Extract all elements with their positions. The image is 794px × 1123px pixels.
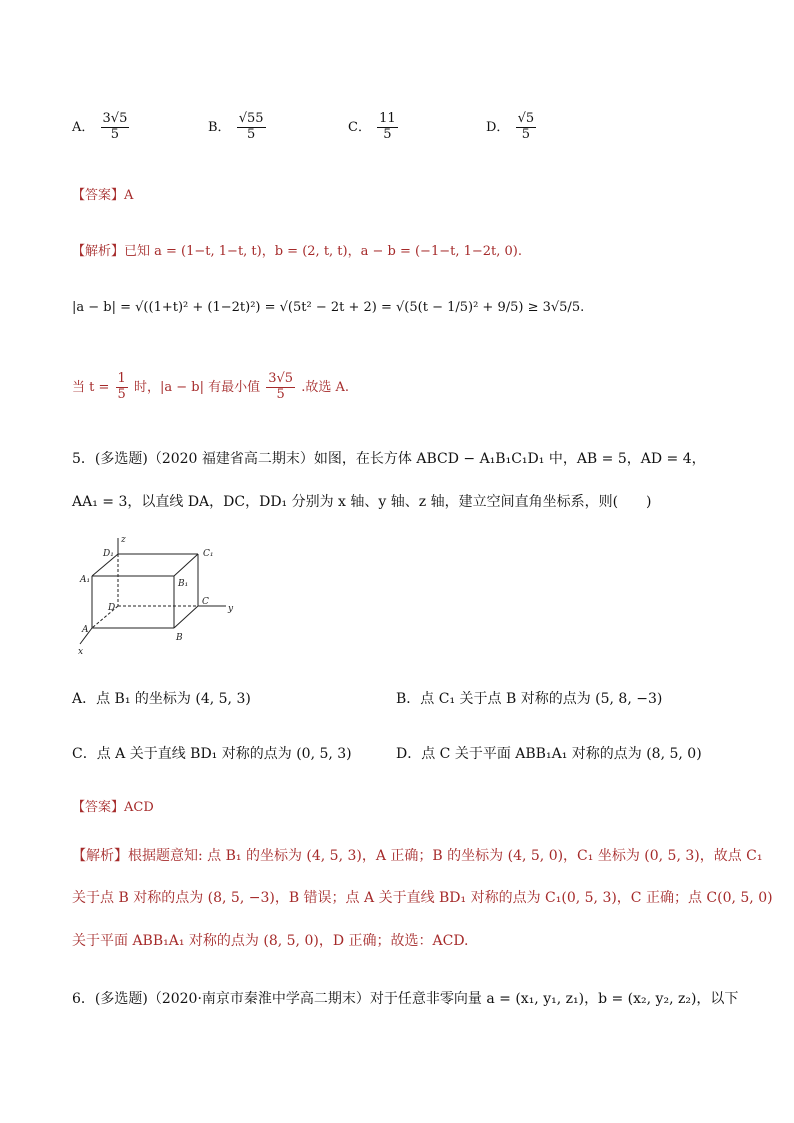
q4-analysis-line-2: |a − b| = √((1+t)² + (1−2t)²) = √(5t² − 2t + 2) = √(5(t − 1/5)² + 9/5) ≥ 3√5/5. [72,300,585,315]
cuboid-figure [70,534,240,656]
analysis-text: 根据题意知: 点 B₁ 的坐标为 (4, 5, 3)，A 正确；B 的坐标为 (4, 5, 0)，C₁ 坐标为 (0, 5, 3)，故点 C₁ [128,848,763,864]
q4-min-fraction: $\frac{3√5}{5}$ [268,371,294,402]
answer-value: A [124,188,134,203]
q5-answer [72,796,154,815]
answer-label: 【答案】 [72,800,125,815]
label-c1: C₁ [203,549,214,559]
label-d: D [108,603,116,613]
q5-analysis-line-3: 关于平面 ABB₁A₁ 对称的点为 (8, 5, 0)，D 正确；故选：ACD. [72,933,469,949]
q4-option-b-fraction: $\frac{√55}{5}$ [238,111,264,142]
q4-t-fraction: $\frac{1}{5}$ [117,371,126,402]
q4-option-a-fraction: $\frac{3√5}{5}$ [102,111,128,142]
edge-bc [174,606,198,628]
q4-option-d[interactable]: D． $\frac{√5}{5}$ [486,111,535,142]
q4-option-b[interactable]: B． $\frac{√55}{5}$ [208,111,264,142]
label-y: y [228,604,234,614]
q5-option-d[interactable]: D．点 C 关于平面 ABB₁A₁ 对称的点为 (8, 5, 0) [396,746,702,762]
label-x: x [78,647,84,656]
q4-option-c[interactable]: C． $\frac{11}{5}$ [348,111,396,142]
q5-option-c[interactable]: C．点 A 关于直线 BD₁ 对称的点为 (0, 5, 3) [72,746,352,762]
label-b1: B₁ [178,579,189,589]
q4-option-d-fraction: $\frac{√5}{5}$ [517,111,535,142]
label-c: C [202,597,209,607]
q5-option-a[interactable]: A．点 B₁ 的坐标为 (4, 5, 3) [72,691,251,707]
q4-option-c-fraction: $\frac{11}{5}$ [379,111,396,142]
label-a1: A₁ [80,575,91,585]
label-d1: D₁ [103,549,114,559]
q4-option-a[interactable]: A． $\frac{3√5}{5}$ [72,111,128,142]
answer-label: 【答案】 [72,188,125,203]
analysis-label: 【解析】 [72,244,125,259]
q5-analysis-line-1 [72,845,763,865]
analysis-label: 【解析】 [72,848,128,864]
analysis-text: 已知 a = (1−t, 1−t, t)，b = (2, t, t)，a − b = (−1−t, 1−2t, 0). [124,244,523,259]
answer-value: ACD [124,800,154,815]
edge-c1b1 [174,554,198,576]
label-z: z [121,535,126,545]
q4-analysis-line-1 [72,240,522,259]
q5-stem-line-1: 5．(多选题)（2020 福建省高二期末）如图，在长方体 ABCD − A₁B₁C₁D₁ 中，AB = 5，AD = 4， [72,451,706,467]
label-a: A [82,625,89,635]
q4-analysis-line-3: 当 t = $\frac{1}{5}$ 时，|a − b| 有最小值 $\frac{3√5}{5}$ .故选 A. [72,371,349,402]
q5-analysis-line-2: 关于点 B 对称的点为 (8, 5, −3)，B 错误；点 A 关于直线 BD₁ 对称的点为 C₁(0, 5, 3)，C 正确；点 C(0, 5, 0) [72,890,773,906]
q5-option-b[interactable]: B．点 C₁ 关于点 B 对称的点为 (5, 8, −3) [396,691,663,707]
q5-stem-line-2: AA₁ = 3，以直线 DA，DC，DD₁ 分别为 x 轴、y 轴、z 轴，建立空间直角坐标系，则( ) [72,494,652,510]
q6-stem-line-1: 6．(多选题)（2020·南京市秦淮中学高二期末）对于任意非零向量 a = (x₁, y₁, z₁)，b = (x₂, y₂, z₂)，以下 [72,991,739,1007]
q4-answer [72,184,133,203]
label-b: B [176,633,183,643]
